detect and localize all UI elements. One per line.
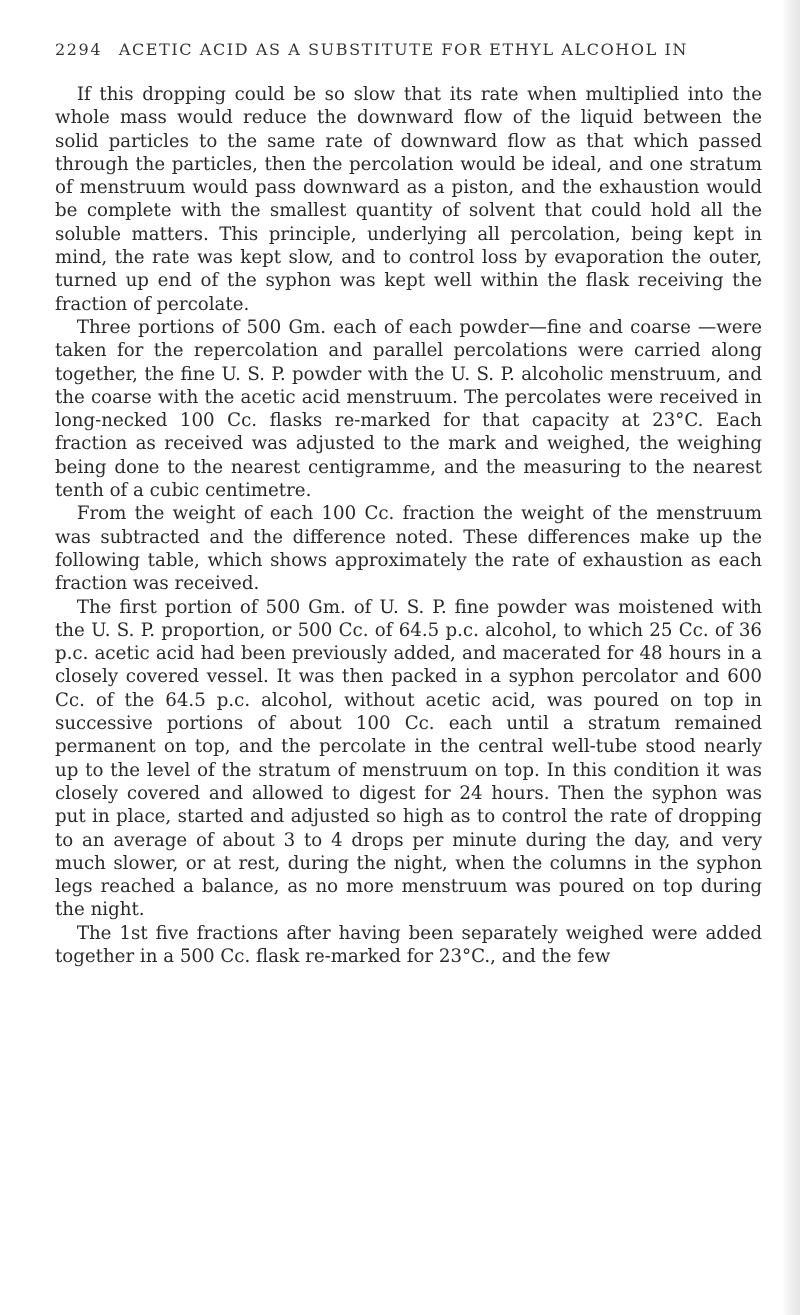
paragraph: Three portions of 500 Gm. each of each powder—fine and coarse —were taken for the repercolation and parallel percolations were carried along together, the fine U. S. P. powder with the U. S. P. alcoholic menstruum, and the coarse with the acetic acid menstruum. The percolates were received in long-necked 100 Cc. flasks re-marked for that capacity at 23°C. Each fraction as received was adjusted to the mark and weighed, the weighing being done to the nearest centigramme, and the measuring to the nearest tenth of a cubic centimetre. (55, 316, 762, 502)
page-number: 2294 (55, 40, 103, 59)
page-edge-shadow (782, 0, 800, 1315)
paragraph: From the weight of each 100 Cc. fraction the weight of the menstruum was subtracted and the difference noted. These differences make up the following table, which shows approximately the rate of exhaustion as each fraction was received. (55, 503, 762, 595)
body-text (55, 83, 762, 968)
running-head (55, 40, 755, 59)
paragraph: If this dropping could be so slow that its rate when multiplied into the whole mass would reduce the downward flow of the liquid between the solid particles to the same rate of downward flow as that which passed through the particles, then the percolation would be ideal, and one stratum of menstruum would pass downward as a piston, and the exhaustion would be complete with the smallest quantity of solvent that could hold all the soluble matters. This principle, underlying all percolation, being kept in mind, the rate was kept slow, and to control loss by evaporation the outer, turned up end of the syphon was kept well within the flask receiving the fraction of percolate. (55, 84, 762, 315)
running-title: ACETIC ACID AS A SUBSTITUTE FOR ETHYL ALCOHOL IN (118, 40, 689, 59)
paragraph: The first portion of 500 Gm. of U. S. P. fine powder was moistened with the U. S. P. proportion, or 500 Cc. of 64.5 p.c. alcohol, to which 25 Cc. of 36 p.c. acetic acid had been previously added, and macerated for 48 hours in a closely covered vessel. It was then packed in a syphon percolator and 600 Cc. of the 64.5 p.c. alcohol, without acetic acid, was poured on top in successive portions of about 100 Cc. each until a stratum remained permanent on top, and the percolate in the central well-tube stood nearly up to the level of the stratum of menstruum on top. In this condition it was closely covered and allowed to digest for 24 hours. Then the syphon was put in place, started and adjusted so high as to control the rate of dropping to an average of about 3 to 4 drops per minute during the day, and very much slower, or at rest, during the night, when the columns in the syphon legs reached a balance, as no more menstruum was poured on top during the night. (55, 596, 762, 921)
paragraph: The 1st five fractions after having been separately weighed were added together in a 500 Cc. flask re-marked for 23°C., and the few (55, 922, 762, 967)
